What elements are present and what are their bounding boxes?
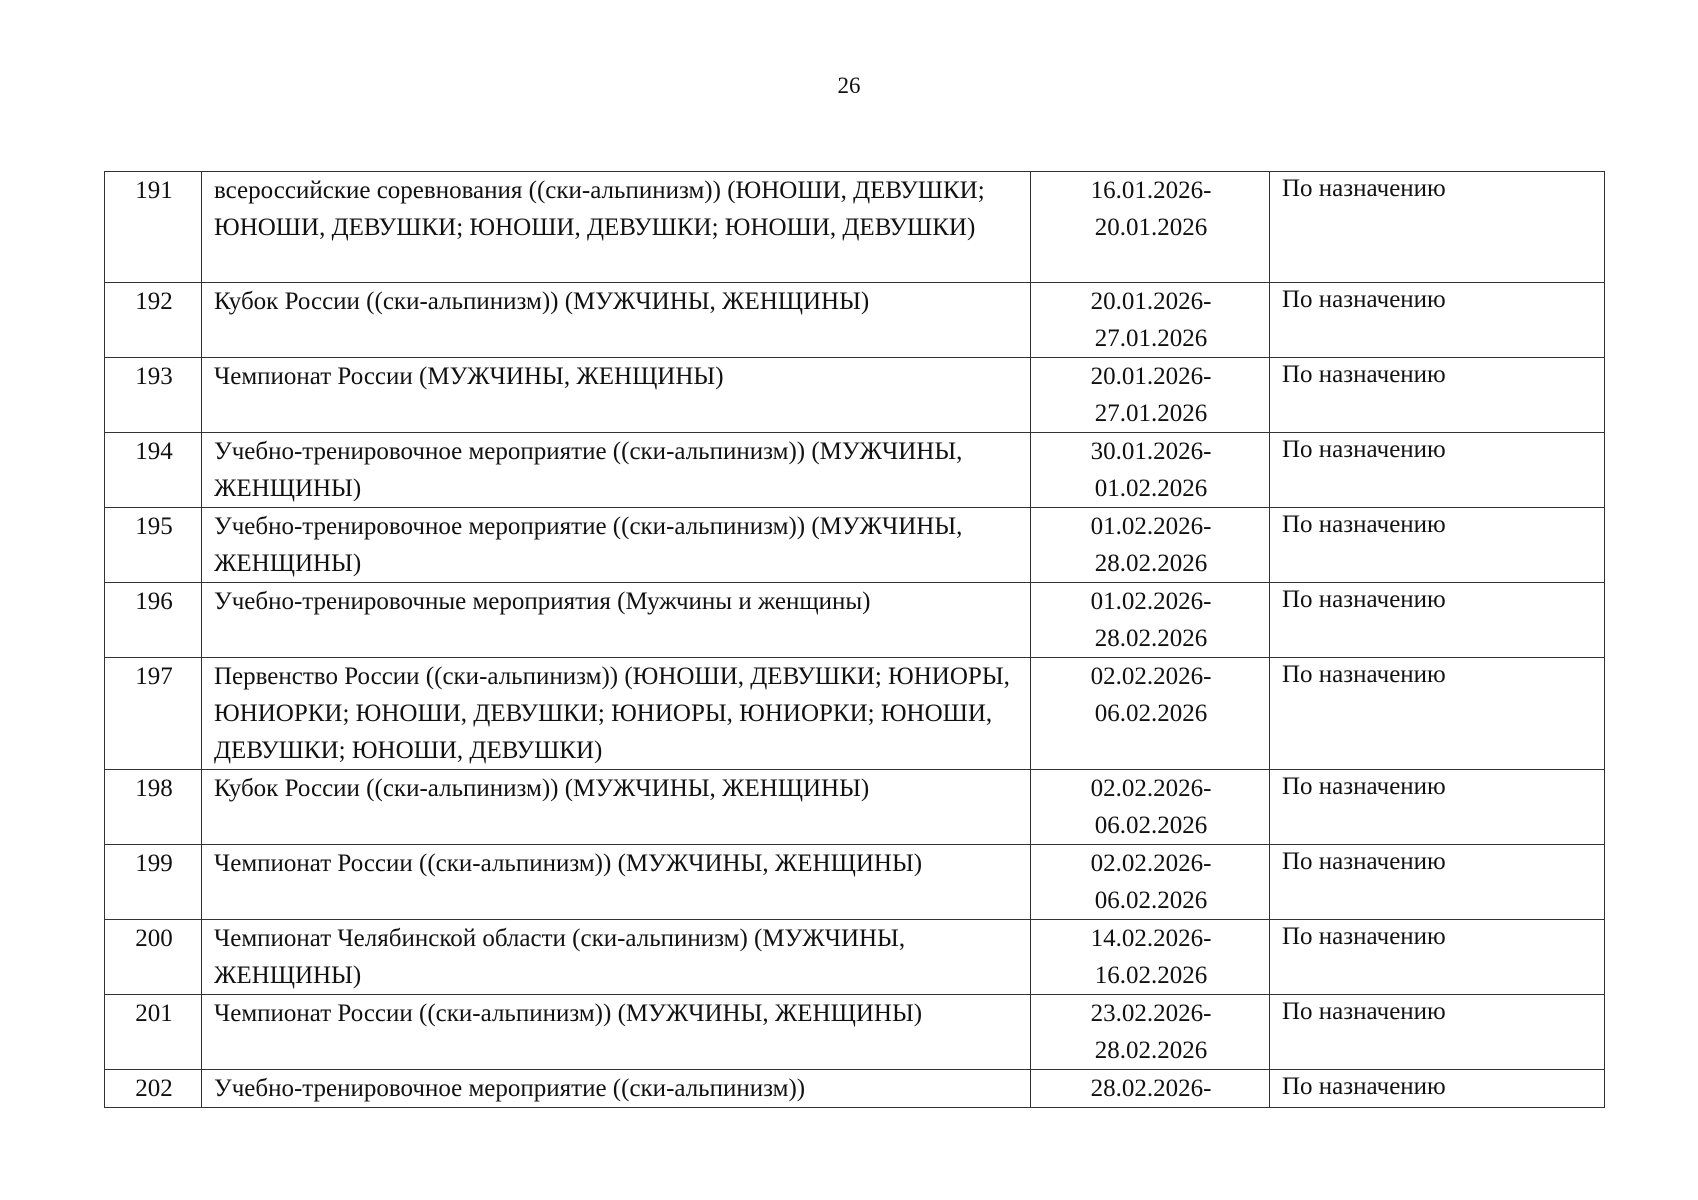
responsible	[1270, 283, 1605, 358]
date-end: 16.02.2026	[1094, 962, 1208, 989]
event-dates	[1031, 1070, 1270, 1108]
table-row	[105, 583, 1605, 658]
responsible-text: По назначению	[1282, 923, 1446, 950]
responsible	[1270, 433, 1605, 508]
date-start: 20.01.2026-	[1090, 363, 1212, 390]
date-start: 02.02.2026-	[1090, 775, 1212, 802]
event-name: Чемпионат Челябинской области (ски-альпинизм) (МУЖЧИНЫ, ЖЕНЩИНЫ)	[202, 920, 1031, 995]
events-table	[104, 171, 1605, 1108]
event-dates	[1031, 583, 1270, 658]
event-dates	[1031, 920, 1270, 995]
responsible	[1270, 920, 1605, 995]
date-end: 06.02.2026	[1094, 887, 1208, 914]
responsible	[1270, 995, 1605, 1070]
event-dates	[1031, 770, 1270, 845]
responsible	[1270, 845, 1605, 920]
responsible-text: По назначению	[1282, 773, 1446, 800]
table-row	[105, 508, 1605, 583]
responsible-text: По назначению	[1282, 848, 1446, 875]
row-number: 191	[105, 172, 202, 283]
date-start: 20.01.2026-	[1090, 288, 1212, 315]
row-number: 202	[105, 1070, 202, 1108]
row-number: 197	[105, 658, 202, 770]
table-row	[105, 358, 1605, 433]
date-start: 16.01.2026-	[1090, 177, 1212, 204]
responsible-text: По назначению	[1282, 586, 1446, 613]
date-end: 06.02.2026	[1094, 812, 1208, 839]
row-number: 198	[105, 770, 202, 845]
event-dates	[1031, 172, 1270, 283]
event-name: Кубок России ((ски-альпинизм)) (МУЖЧИНЫ, ЖЕНЩИНЫ)	[202, 283, 1031, 358]
row-number: 192	[105, 283, 202, 358]
page-number: 26	[837, 73, 861, 98]
date-start: 02.02.2026-	[1090, 663, 1212, 690]
event-name: всероссийские соревнования ((ски-альпинизм)) (ЮНОШИ, ДЕВУШКИ; ЮНОШИ, ДЕВУШКИ; ЮНОШИ, ДЕВУШКИ; ЮНОШИ, ДЕВУШКИ)	[202, 172, 1031, 283]
date-end: 06.02.2026	[1094, 700, 1208, 727]
date-start: 30.01.2026-	[1090, 438, 1212, 465]
responsible	[1270, 1070, 1605, 1108]
event-name: Чемпионат России (МУЖЧИНЫ, ЖЕНЩИНЫ)	[202, 358, 1031, 433]
responsible	[1270, 172, 1605, 283]
event-dates	[1031, 433, 1270, 508]
event-name: Кубок России ((ски-альпинизм)) (МУЖЧИНЫ, ЖЕНЩИНЫ)	[202, 770, 1031, 845]
row-number: 193	[105, 358, 202, 433]
event-name: Учебно-тренировочное мероприятие ((ски-альпинизм)) (МУЖЧИНЫ, ЖЕНЩИНЫ)	[202, 508, 1031, 583]
row-number: 201	[105, 995, 202, 1070]
event-dates	[1031, 658, 1270, 770]
table-row	[105, 770, 1605, 845]
date-end: 27.01.2026	[1094, 325, 1208, 352]
responsible	[1270, 770, 1605, 845]
responsible-text: По назначению	[1282, 661, 1446, 688]
row-number: 196	[105, 583, 202, 658]
responsible-text: По назначению	[1282, 436, 1446, 463]
date-end: 27.01.2026	[1094, 400, 1208, 427]
event-name: Чемпионат России ((ски-альпинизм)) (МУЖЧИНЫ, ЖЕНЩИНЫ)	[202, 845, 1031, 920]
event-dates	[1031, 508, 1270, 583]
responsible	[1270, 508, 1605, 583]
responsible	[1270, 358, 1605, 433]
date-start: 14.02.2026-	[1090, 925, 1212, 952]
date-end: 20.01.2026	[1094, 214, 1208, 241]
table-row	[105, 845, 1605, 920]
event-name: Учебно-тренировочное мероприятие ((ски-альпинизм))	[202, 1070, 1031, 1108]
event-dates	[1031, 283, 1270, 358]
date-end: 28.02.2026	[1094, 1037, 1208, 1064]
responsible-text: По назначению	[1282, 998, 1446, 1025]
table-row	[105, 283, 1605, 358]
row-number: 195	[105, 508, 202, 583]
table-row	[105, 433, 1605, 508]
responsible	[1270, 583, 1605, 658]
row-number: 199	[105, 845, 202, 920]
date-start: 23.02.2026-	[1090, 1000, 1212, 1027]
event-name: Первенство России ((ски-альпинизм)) (ЮНОШИ, ДЕВУШКИ; ЮНИОРЫ, ЮНИОРКИ; ЮНОШИ, ДЕВУШКИ; ЮНИОРЫ, ЮНИОРКИ; ЮНОШИ, ДЕВУШКИ; ЮНОШИ, ДЕВУШКИ)	[202, 658, 1031, 770]
event-dates	[1031, 358, 1270, 433]
table-row	[105, 658, 1605, 770]
responsible-text: По назначению	[1282, 1073, 1446, 1100]
responsible-text: По назначению	[1282, 361, 1446, 388]
date-end: 28.02.2026	[1094, 625, 1208, 652]
responsible-text: По назначению	[1282, 286, 1446, 313]
date-start: 28.02.2026-	[1090, 1075, 1212, 1102]
event-name: Чемпионат России ((ски-альпинизм)) (МУЖЧИНЫ, ЖЕНЩИНЫ)	[202, 995, 1031, 1070]
responsible-text: По назначению	[1282, 175, 1446, 202]
event-name: Учебно-тренировочные мероприятия (Мужчины и женщины)	[202, 583, 1031, 658]
table-row	[105, 1070, 1605, 1108]
responsible	[1270, 658, 1605, 770]
date-start: 01.02.2026-	[1090, 588, 1212, 615]
row-number: 200	[105, 920, 202, 995]
table-row	[105, 920, 1605, 995]
date-end: 28.02.2026	[1094, 550, 1208, 577]
responsible-text: По назначению	[1282, 511, 1446, 538]
event-name: Учебно-тренировочное мероприятие ((ски-альпинизм)) (МУЖЧИНЫ, ЖЕНЩИНЫ)	[202, 433, 1031, 508]
event-dates	[1031, 995, 1270, 1070]
date-end: 01.02.2026	[1094, 475, 1208, 502]
row-number: 194	[105, 433, 202, 508]
table-row	[105, 995, 1605, 1070]
event-dates	[1031, 845, 1270, 920]
table-row	[105, 172, 1605, 283]
date-start: 02.02.2026-	[1090, 850, 1212, 877]
date-start: 01.02.2026-	[1090, 513, 1212, 540]
